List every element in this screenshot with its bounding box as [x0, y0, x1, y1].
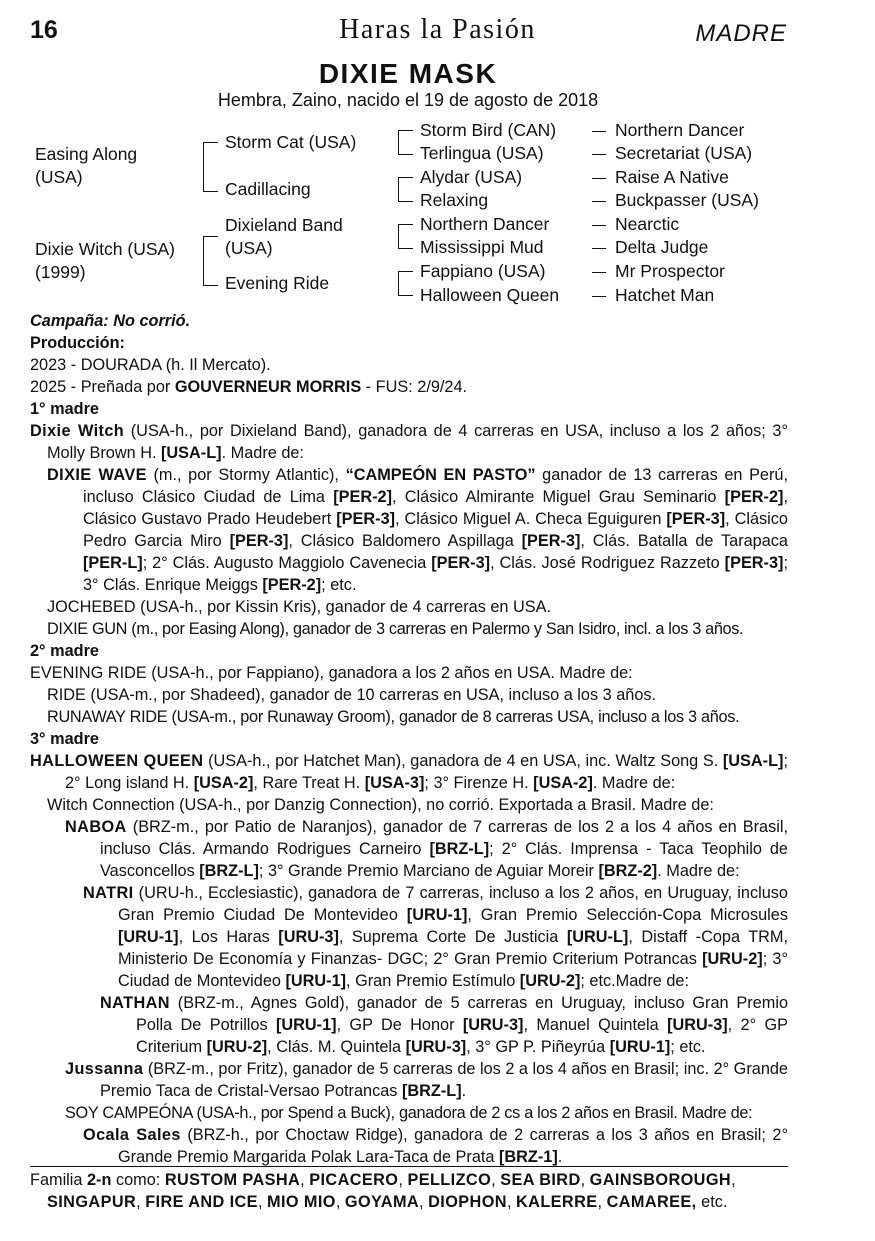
- pedigree-g4: Mr Prospector: [615, 261, 725, 281]
- campaign: Campaña: No corrió.: [30, 312, 191, 330]
- first-dam-label: 1° madre: [30, 400, 99, 418]
- third-dam-label: 3° madre: [30, 730, 99, 748]
- farm-title: Haras la Pasión: [339, 14, 536, 45]
- offspring-runaway-ride: RUNAWAY RIDE (USA-m., por Runaway Groom), ganador de 8 carreras USA, incluso a los 3 años.: [47, 708, 740, 726]
- pedigree-g3: Halloween Queen: [420, 285, 560, 305]
- pedigree-dam: [35, 238, 175, 284]
- horse-description: Hembra, Zaino, nacido el 19 de agosto de 2018: [217, 90, 599, 110]
- pedigree-g3: Northern Dancer: [420, 214, 550, 234]
- pedigree-sire: Easing Along (USA): [35, 144, 138, 187]
- production-item: 2023 - DOURADA (h. Il Mercato).: [30, 356, 271, 374]
- family-line: Familia 2-n como: RUSTOM PASHA, PICACERO, PELLIZCO, SEA BIRD, GAINSBOROUGH, SINGAPUR, FIRE AND ICE, MIO MIO, GOYAMA, DIOPHON, KALERRE, CAMAREE, etc.: [30, 1171, 736, 1211]
- offspring-witch-connection: Witch Connection (USA-h., por Danzig Connection), no corrió. Exportada a Brasil. Madre de:: [47, 796, 714, 814]
- second-dam-label: 2° madre: [30, 642, 99, 660]
- pedigree-g3: Fappiano (USA): [420, 261, 546, 281]
- offspring-naboa: NABOA (BRZ-m., por Patio de Naranjos), ganador de 7 carreras de los 2 a los 4 años en Brasil, incluso Clás. Armando Rodrigues Carneiro [BRZ-L]; 2° Clás. Imprensa - Taca Teophilo de Vasconcellos [BRZ-L]; 3° Grande Premio Marciano de Aguiar Moreir [BRZ-2]. Madre de:: [65, 818, 788, 880]
- offspring-dixie-wave: DIXIE WAVE (m., por Stormy Atlantic), “CAMPEÓN EN PASTO” ganador de 13 carreras en Perú, incluso Clásico Ciudad de Lima [PER-2], Clásico Almirante Miguel Grau Seminario [PER-2], Clásico Gustavo Prado Heudebert [PER-3], Clásico Miguel A. Checa Eguiguren [PER-3], Clásico Pedro Garcia Miro [PER-3], Clásico Baldomero Aspillaga [PER-3], Clás. Batalla de Tarapaca [PER-L]; 2° Clás. Augusto Maggiolo Cavenecia [PER-3], Clás. José Rodriguez Razzeto [PER-3]; 3° Clás. Enrique Meiggs [PER-2]; etc.: [47, 466, 788, 594]
- offspring-ride: RIDE (USA-m., por Shadeed), ganador de 10 carreras en USA, incluso a los 3 años.: [47, 686, 657, 704]
- pedigree-g3: Terlingua (USA): [420, 143, 544, 163]
- pedigree-g2: Dixieland Band (USA): [225, 215, 343, 258]
- pedigree-g4: Buckpasser (USA): [615, 190, 759, 210]
- offspring-jochebed: JOCHEBED (USA-h., por Kissin Kris), ganador de 4 carreras en USA.: [47, 598, 551, 616]
- family-footer: [30, 1166, 788, 1213]
- pedigree-g4: Nearctic: [615, 214, 680, 234]
- production-item: 2025 - Preñada por GOUVERNEUR MORRIS - FUS: 2/9/24.: [30, 378, 468, 396]
- pedigree-g4: Delta Judge: [615, 237, 709, 257]
- production-label: Producción:: [30, 334, 125, 352]
- pedigree-g2: Cadillacing: [225, 179, 311, 199]
- pedigree-g4: Hatchet Man: [615, 285, 715, 305]
- offspring-jussanna: Jussanna (BRZ-m., por Fritz), ganador de 5 carreras de los 2 a los 4 años en Brasil; inc. 2° Grande Premio Taca de Cristal-Versao Potrancas [BRZ-L].: [65, 1060, 788, 1100]
- offspring-nathan: NATHAN (BRZ-m., Agnes Gold), ganador de 5 carreras en Uruguay, incluso Gran Premio Polla De Potrillos [URU-1], GP De Honor [URU-3], Manuel Quintela [URU-3], 2° GP Criterium [URU-2], Clás. M. Quintela [URU-3], 3° GP P. Piñeyrúa [URU-1]; etc.: [100, 994, 788, 1056]
- pedigree-g2: Storm Cat (USA): [225, 132, 357, 152]
- third-dam-entry: HALLOWEEN QUEEN (USA-h., por Hatchet Man), ganadora de 4 en USA, inc. Waltz Song S. [USA-L]; 2° Long island H. [USA-2], Rare Treat H. [USA-3]; 3° Firenze H. [USA-2]. Madre de:: [30, 752, 788, 792]
- pedigree-g3: Mississippi Mud: [420, 237, 544, 257]
- second-dam-entry: EVENING RIDE (USA-h., por Fappiano), ganadora a los 2 años en USA. Madre de:: [30, 664, 633, 682]
- page-number: 16: [30, 16, 58, 44]
- pedigree-g4: Secretariat (USA): [615, 143, 753, 163]
- section-label: MADRE: [695, 20, 787, 47]
- pedigree-g3: Alydar (USA): [420, 167, 523, 187]
- pedigree-dam-year: (1999): [35, 262, 86, 282]
- first-dam-entry: Dixie Witch (USA-h., por Dixieland Band), ganadora de 4 carreras en USA, incluso a los 2 años; 3° Molly Brown H. [USA-L]. Madre de:: [30, 422, 788, 462]
- pedigree-dam-name: Dixie Witch (USA): [35, 239, 176, 259]
- horse-name: DIXIE MASK: [318, 58, 498, 89]
- offspring-natri: NATRI (URU-h., Ecclesiastic), ganadora de 7 carreras, incluso a los 2 años, en Uruguay, incluso Gran Premio Ciudad De Montevideo [URU-1], Gran Premio Selección-Copa Microsules [URU-1], Los Haras [URU-3], Suprema Corte De Justicia [URU-L], Distaff -Copa TRM, Ministerio De Economía y Finanzas- DGC; 2° Gran Premio Criterium Potrancas [URU-2]; 3° Ciudad de Montevideo [URU-1], Gran Premio Estímulo [URU-2]; etc.Madre de:: [83, 884, 789, 990]
- catalog-body: [30, 310, 788, 1168]
- pedigree-g4: Northern Dancer: [615, 120, 745, 140]
- pedigree-g3: Relaxing: [420, 190, 489, 210]
- pedigree-g4: Raise A Native: [615, 167, 729, 187]
- offspring-soy-campeona: SOY CAMPEÓNA (USA-h., por Spend a Buck), ganadora de 2 cs a los 2 años en Brasil. Madre de:: [65, 1104, 753, 1122]
- offspring-dixie-gun: DIXIE GUN (m., por Easing Along), ganador de 3 carreras en Palermo y San Isidro, incl. a los 3 años.: [47, 620, 744, 638]
- pedigree-g2: Evening Ride: [225, 273, 330, 293]
- pedigree-g3: Storm Bird (CAN): [420, 120, 557, 140]
- offspring-ocala-sales: Ocala Sales (BRZ-h., por Choctaw Ridge), ganadora de 2 carreras a los 3 años en Brasil; 2° Grande Premio Margarida Polak Lara-Taca de Prata [BRZ-1].: [83, 1126, 789, 1166]
